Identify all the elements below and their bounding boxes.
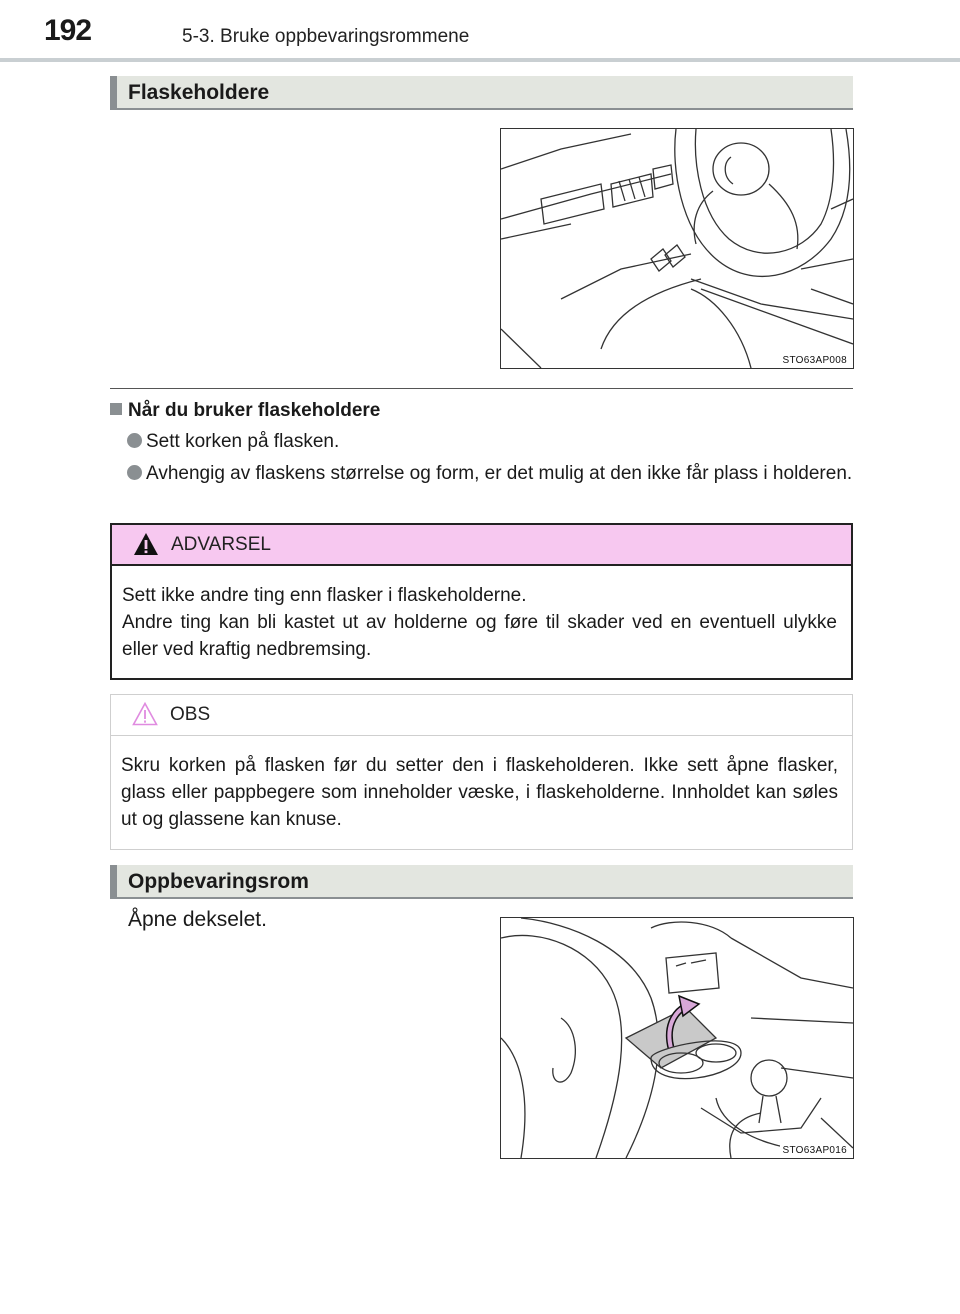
notice-header [111, 695, 852, 736]
step-text: Åpne dekselet. [128, 908, 267, 931]
bottle-holder-illustration [500, 128, 854, 369]
bullet-icon [127, 433, 142, 448]
notice-body [111, 736, 852, 833]
bullet-icon [127, 465, 142, 480]
sub-heading [110, 400, 380, 422]
warning-header [112, 525, 851, 566]
figure-code: STO63AP016 [782, 1145, 847, 1156]
page-number: 192 [44, 14, 92, 47]
storage-compartment-illustration [500, 917, 854, 1159]
square-bullet-icon [110, 403, 122, 415]
list-item [127, 460, 854, 514]
warning-body [112, 566, 851, 663]
warning-box [110, 523, 853, 680]
notice-text: Skru korken på flasken før du setter den i flaskeholderen. Ikke sett åpne flasker, glass eller pappbegere som inneholder væske, i flaskeholderne. Innholdet kan søles ut og glassene kan knuse. [121, 755, 838, 830]
notice-label: OBS [170, 704, 211, 725]
notice-box [110, 694, 853, 850]
chapter-title: 5-3. Bruke oppbevaringsrommene [182, 26, 470, 47]
section-heading-bottle-holders [110, 76, 853, 110]
list-item-text: Sett korken på flasken. [146, 431, 340, 452]
section-heading-storage [110, 865, 853, 899]
warning-text: Sett ikke andre ting enn flasker i flaskeholderne. [122, 585, 527, 606]
list-item-text: Avhengig av flaskens størrelse og form, er det mulig at den ikke får plass i holderen. [146, 463, 853, 484]
warning-triangle-icon [133, 532, 159, 556]
caution-triangle-icon [132, 702, 158, 726]
figure-code: STO63AP008 [782, 355, 847, 366]
warning-text: Andre ting kan bli kastet ut av holderne og føre til skader ved en eventuell ulykke eller ved kraftig nedbremsing. [122, 612, 837, 660]
header-rule [0, 58, 960, 62]
sub-heading-label: Når du bruker flaskeholdere [128, 400, 381, 421]
section-heading-label: Oppbevaringsrom [128, 870, 309, 893]
section-divider [110, 388, 853, 389]
section-heading-label: Flaskeholdere [128, 81, 270, 104]
list-item [127, 428, 854, 455]
warning-label: ADVARSEL [171, 534, 271, 555]
